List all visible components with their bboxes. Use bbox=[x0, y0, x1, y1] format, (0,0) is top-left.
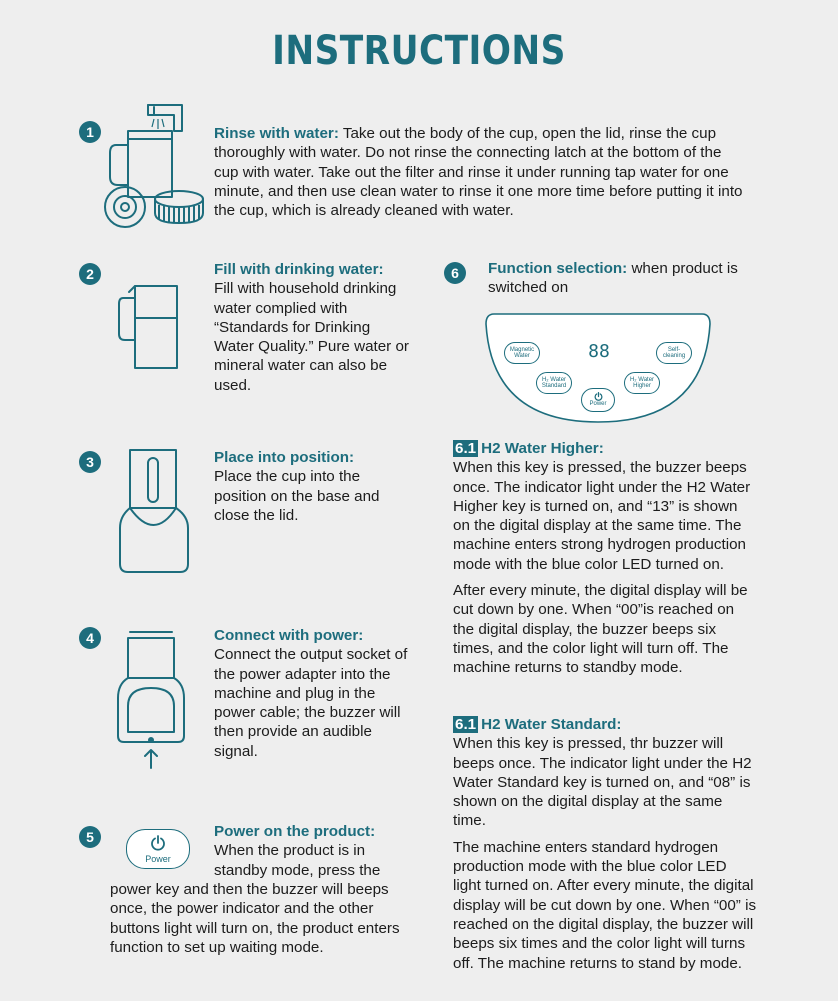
step-4-text bbox=[214, 626, 414, 761]
step-5-body-rest: power key and then the buzzer will beeps once, the power indicator and the other buttons light will turn on, the product enters function to set up waiting mode. bbox=[110, 881, 400, 956]
h2-standard-paragraph-1: When this key is pressed, thr buzzer will beeps once. The indicator light under the H2 Water Standard key is turned on, and “08” is shown on the digital display at the same time. bbox=[453, 735, 752, 830]
power-connection-icon bbox=[114, 628, 188, 770]
h2-higher-section bbox=[453, 439, 758, 678]
power-key-icon bbox=[126, 829, 190, 869]
h2-higher-paragraph-2: After every minute, the digital display will be cut down by one. When “00”is reached on the digital display, the buzzer beeps six times, and the color light will turn off. The machine returns to standby mode. bbox=[453, 582, 748, 677]
step-6-text bbox=[488, 259, 748, 298]
step-1-number: 1 bbox=[79, 121, 101, 143]
panel-power-label: Power bbox=[589, 401, 607, 408]
step-5-text-lead bbox=[214, 822, 414, 880]
step-6-body: when product is switched on bbox=[488, 260, 738, 297]
step-3-heading: Place into position: bbox=[214, 449, 355, 466]
step-3-body: Place the cup into the position on the base and close the lid. bbox=[214, 468, 380, 524]
step-5-heading: Power on the product: bbox=[214, 823, 376, 840]
rinse-cup-icon bbox=[100, 95, 210, 235]
step-1-text bbox=[214, 124, 744, 220]
control-panel bbox=[484, 312, 712, 424]
h2-higher-paragraph-1: When this key is pressed, the buzzer beeps once. The indicator light under the H2 Water Higher key is turned on, and “13” is shown on the digital display at the same time. The machine enters strong hydrogen production mode with the blue color LED turned on. bbox=[453, 459, 751, 573]
step-3-text bbox=[214, 448, 414, 525]
h2-higher-badge: 6.1 bbox=[455, 440, 477, 457]
h2-standard-paragraph-2: The machine enters standard hydrogen production mode with the blue color LED light turned on. After every minute, the digital display will be cut down by one. When “00” is reached on the digital display, the buzzer will beeps six times and the color light will turns off. The machine returns to stand by mode. bbox=[453, 838, 757, 972]
h2-higher-heading: H2 Water Higher: bbox=[481, 440, 604, 457]
digital-display: 88 bbox=[588, 341, 610, 362]
power-key-label: Power bbox=[145, 854, 171, 864]
step-6-heading: Function selection: bbox=[488, 260, 628, 277]
h2-standard-badge: 6.1 bbox=[455, 716, 477, 733]
cup-on-base-icon bbox=[118, 446, 190, 576]
step-1-heading: Rinse with water: bbox=[214, 125, 339, 142]
step-3-number: 3 bbox=[79, 451, 101, 473]
h2-water-standard-button[interactable]: H₂ Water Standard bbox=[536, 372, 572, 394]
step-6-number: 6 bbox=[444, 262, 466, 284]
panel-power-button[interactable] bbox=[581, 388, 615, 412]
step-4-heading: Connect with power: bbox=[214, 627, 364, 644]
h2-standard-section bbox=[453, 715, 758, 973]
step-2-text bbox=[214, 260, 414, 395]
step-2-heading: Fill with drinking water: bbox=[214, 261, 384, 278]
self-cleaning-button[interactable]: Self-cleaning bbox=[656, 342, 692, 364]
power-symbol-icon bbox=[150, 835, 166, 851]
magnetic-water-button[interactable]: Magnetic Water bbox=[504, 342, 540, 364]
panel-power-icon bbox=[594, 392, 603, 401]
h2-water-higher-button[interactable]: H₂ Water Higher bbox=[624, 372, 660, 394]
step-4-body: Connect the output socket of the power adapter into the machine and plug in the power cable; the buzzer will then provide an audible signal. bbox=[214, 646, 408, 760]
step-2-number: 2 bbox=[79, 263, 101, 285]
step-1-body: Take out the body of the cup, open the lid, rinse the cup thoroughly with water. Do not rinse the connecting latch at the bottom of the cup with water. Take out the filter and rinse it under running tap water for one minute, and then use clean water to rinse it one more time before putting it into the cup, which is already cleaned with water. bbox=[214, 125, 743, 220]
step-4-number: 4 bbox=[79, 627, 101, 649]
page-title: INSTRUCTIONS bbox=[272, 28, 566, 74]
step-5-body-lead: When the product is in standby mode, press the bbox=[214, 842, 381, 879]
h2-standard-heading: H2 Water Standard: bbox=[481, 716, 622, 733]
step-5-number: 5 bbox=[79, 826, 101, 848]
pitcher-icon bbox=[115, 282, 190, 374]
step-2-body: Fill with household drinking water complied with “Standards for Drinking Water Quality.” Pure water or mineral water can also be used. bbox=[214, 280, 409, 394]
